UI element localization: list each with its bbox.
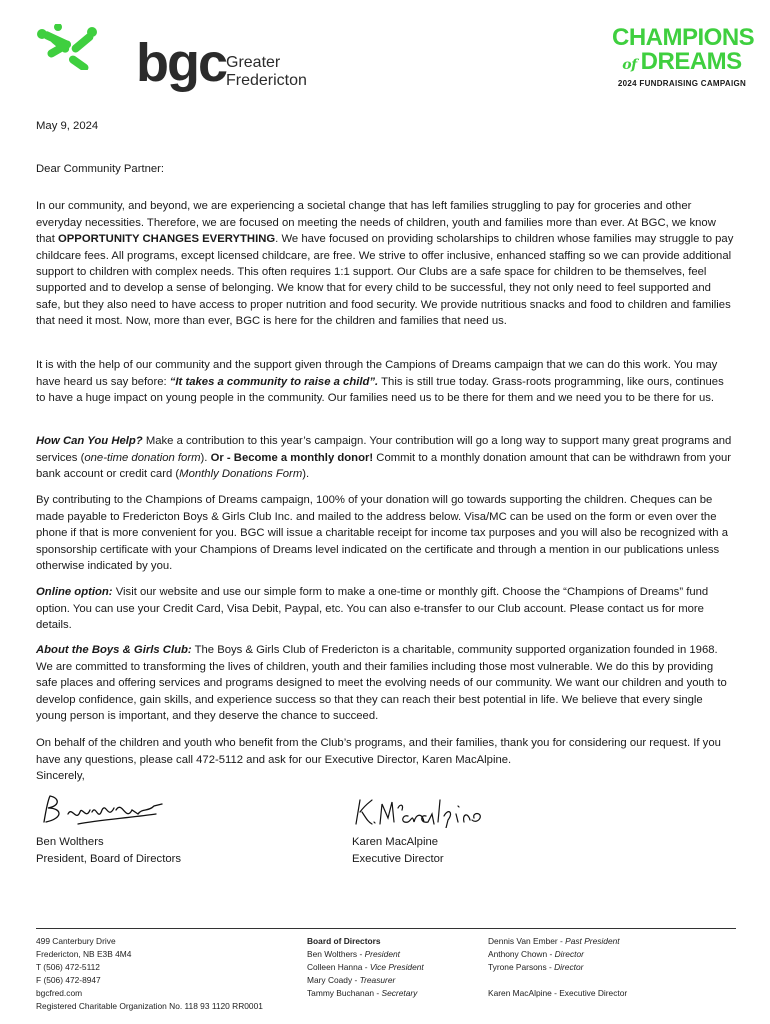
p5-text: Visit our website and use our simple form to make a one-time or monthly gift. Choose the “Champions of Dreams” fund option. You can use your Credit Card, Visa Debit, Paypal, etc. You can also e-transfer to our Club account. Please contact us for more details. xyxy=(36,586,709,632)
address-line: 499 Canterbury Drive xyxy=(36,936,116,946)
bgc-figures-icon xyxy=(36,24,98,70)
board-member: Dennis Van Ember - Past President xyxy=(488,936,620,946)
p1-text-a: In our community, and beyond, we are experiencing a societal change that has left families struggling to pay for groceries and other everyday necessities. Therefore, we are focused on meeting the needs of children, youth and families more than ever. At BGC, we know that xyxy=(36,200,716,246)
paragraph-5 xyxy=(36,584,734,633)
fax-line: F (506) 472-8947 xyxy=(36,975,101,985)
signer-karen-macalpine xyxy=(352,834,444,868)
p3-heading: How Can You Help? xyxy=(36,435,143,448)
footer-divider xyxy=(36,928,736,929)
p2-quote: “It takes a community to raise a child”. xyxy=(169,375,379,388)
charity-number: Registered Charitable Organization No. 118 93 1120 RR0001 xyxy=(36,1001,263,1011)
p2-text-b: This is still true today. Grass-roots programming, like ours, continues to have a huge impact on young people in the community. Our families need us to be there for them and we need you to be there for us. xyxy=(36,375,724,405)
paragraph-1 xyxy=(36,198,734,329)
board-heading: Board of Directors xyxy=(307,936,381,946)
phone-line: T (506) 472-5112 xyxy=(36,962,100,972)
paragraph-2 xyxy=(36,357,734,406)
board-member: Ben Wolthers - President xyxy=(307,949,400,959)
signature-karen-macalpine xyxy=(350,794,485,828)
signer-ben-wolthers xyxy=(36,834,181,868)
signer-name: Ben Wolthers xyxy=(36,836,104,848)
p2-text-a: It is with the help of our community and the support given through the Campions of Dreams campaign that we can do this work. You may have heard us say before: xyxy=(36,359,718,388)
p3-text-d: ). xyxy=(302,468,310,481)
p3-text-b: ). xyxy=(200,451,211,464)
campaign-title-line2 xyxy=(612,50,752,77)
website-link[interactable]: bgcfred.com xyxy=(36,988,83,998)
p3-text-c: Commit to a monthly donation amount that can be withdrawn from your bank account or credit card ( xyxy=(36,451,732,481)
address-line: Fredericton, NB E3B 4M4 xyxy=(36,949,132,959)
p3-monthly-donor: Or - Become a monthly donor! xyxy=(210,451,374,464)
board-member: Tyrone Parsons - Director xyxy=(488,962,584,972)
org-location-line1: Greater xyxy=(226,54,281,71)
one-time-donation-form-ref: one-time donation form xyxy=(84,451,201,464)
campaign-dreams: DREAMS xyxy=(640,48,742,75)
closing: Sincerely, xyxy=(36,770,85,782)
bgc-wordmark: bgc xyxy=(136,33,227,93)
p5-heading: Online option: xyxy=(36,586,113,599)
p1-emphasis: OPPORTUNITY CHANGES EVERYTHING xyxy=(57,233,276,246)
org-location-line2: Fredericton xyxy=(226,72,307,89)
bgc-logo xyxy=(36,22,307,93)
p6-heading: About the Boys & Girls Club: xyxy=(36,644,192,657)
signer-title: President, Board of Directors xyxy=(36,853,182,865)
p6-text: The Boys & Girls Club of Fredericton is a charitable, community supported organization founded in 1968. We are committed to transforming the lives of children, youth and their families including those most vulnerable. We do this by providing safe places and offering services and programs designed to meet the evolving needs of our community. We want our children and youth to develop confidence, gain skills, and experience success so that they can reach their best potential in life. We believe that every single young person is important, and they deserve the chance to succeed. xyxy=(36,644,727,722)
board-member: Colleen Hanna - Vice President xyxy=(307,962,424,972)
footer-address xyxy=(36,935,296,1013)
paragraph-3 xyxy=(36,433,734,482)
campaign-logo xyxy=(612,24,755,88)
paragraph-7: On behalf of the children and youth who benefit from the Club’s programs, and their families, thank you for considering our request. If you have any questions, please call 472-5112 and ask for our Executive Director, Karen MacAlpine. xyxy=(36,737,721,766)
signature-ben-wolthers xyxy=(38,792,168,830)
footer-board-col1 xyxy=(307,935,482,1000)
p1-text-b: . We have focused on providing scholarships to children whose families may struggle to pay childcare fees. All programs, except licensed childcare, are free. We strive to offer inclusive, enhanced staffing so we can provide additional support to children with complex needs. This often requires 1:1 support. Our Clubs are a safe space for children to be themselves, feel supported and to develop a sense of belonging. We know that for every child to be successful, they not only need to feel supported and safe, but they also need to have access to proper nutrition and food security. We provide nutritious snacks and food to children and families that need it most. Now, more than ever, BGC is here for the children and families that need us. xyxy=(36,233,734,328)
signer-title: Executive Director xyxy=(352,853,444,865)
p3-text-a: Make a contribution to this year’s campaign. Your contribution will go a long way to support many great programs and services ( xyxy=(36,435,732,464)
campaign-of: of xyxy=(622,57,637,73)
campaign-subtitle: 2024 FUNDRAISING CAMPAIGN xyxy=(617,79,747,88)
executive-director-line: Karen MacAlpine - Executive Director xyxy=(488,988,628,998)
spacer xyxy=(488,974,733,987)
board-member: Anthony Chown - Director xyxy=(488,949,584,959)
salutation: Dear Community Partner: xyxy=(36,163,165,175)
letter-date: May 9, 2024 xyxy=(36,120,99,132)
monthly-donations-form-ref: Monthly Donations Form xyxy=(179,468,303,481)
signer-name: Karen MacAlpine xyxy=(352,836,439,848)
paragraph-4: By contributing to the Champions of Dreams campaign, 100% of your donation will go towards supporting the children. Cheques can be made payable to Fredericton Boys & Girls Club Inc. and mailed to the address below. Visa/MC can be used on the form or even over the phone if that is more convenient for you. BGC will issue a charitable receipt for income tax purposes and you will also be recognized with a sponsorship certificate with your Champions of Dreams level indicated on the certificate and through a mention in our publications unless otherwise indicated by you. xyxy=(36,494,728,572)
board-member: Tammy Buchanan - Secretary xyxy=(307,988,418,998)
board-member: Mary Coady - Treasurer xyxy=(307,975,396,985)
campaign-title-line1: CHAMPIONS xyxy=(612,24,755,51)
paragraph-6 xyxy=(36,642,734,724)
footer-board-col2 xyxy=(488,935,733,1000)
org-location xyxy=(226,54,307,90)
